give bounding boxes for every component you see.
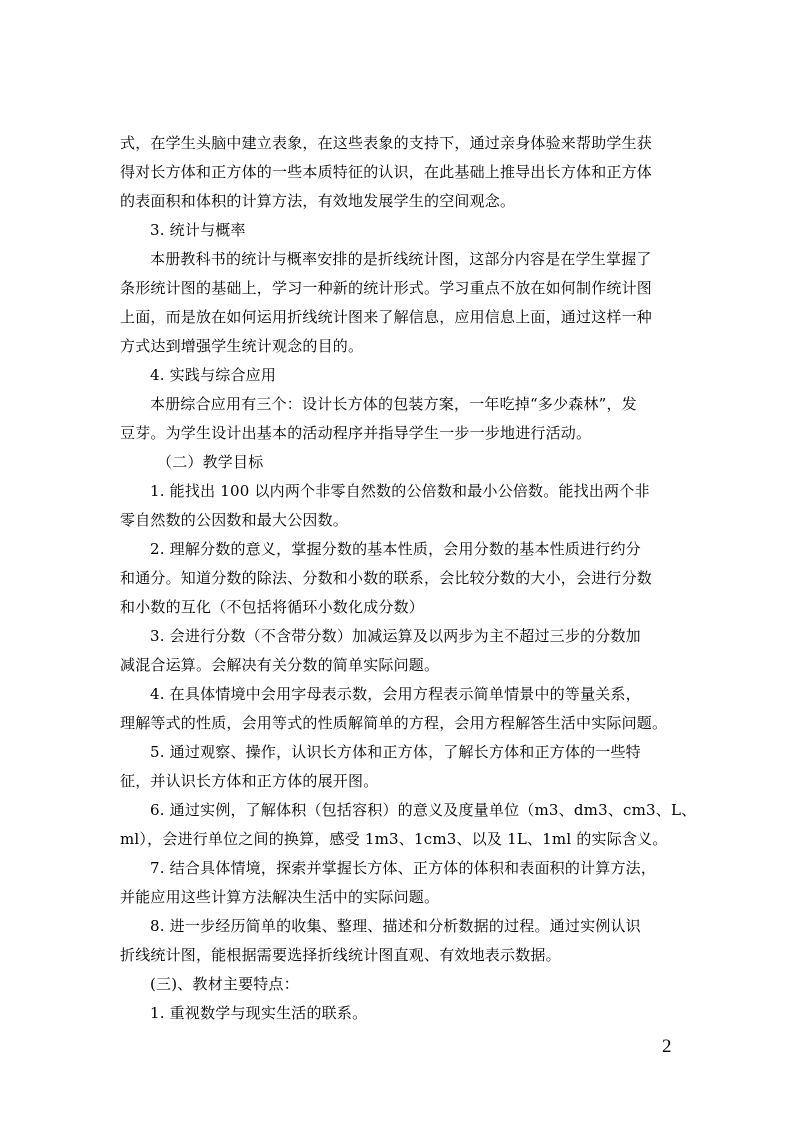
- paragraph-line: 上面，而是放在如何运用折线统计图来了解信息，应用信息上面，通过这样一种: [120, 308, 653, 326]
- list-item: 4. 在具体情境中会用字母表示数，会用方程表示简单情景中的等量关系，: [150, 685, 641, 703]
- paragraph-line: 式，在学生头脑中建立表象，在这些表象的支持下，通过亲身体验来帮助学生获: [120, 134, 653, 152]
- list-item: 2. 理解分数的意义，掌握分数的基本性质，会用分数的基本性质进行约分: [150, 540, 641, 558]
- paragraph-line: 减混合运算。会解决有关分数的简单实际问题。: [120, 656, 440, 674]
- page-number: 2: [662, 1036, 672, 1057]
- paragraph-line: 得对长方体和正方体的一些本质特征的认识，在此基础上推导出长方体和正方体: [120, 163, 653, 181]
- paragraph-line: 征，并认识长方体和正方体的展开图。: [120, 772, 379, 790]
- paragraph-line: 和小数的互化（不包括将循环小数化成分数）: [120, 598, 425, 616]
- list-item: 1. 重视数学与现实生活的联系。: [150, 1004, 368, 1022]
- list-item: 8. 进一步经历简单的收集、整理、描述和分析数据的过程。通过实例认识: [150, 917, 641, 935]
- list-item: 1. 能找出 100 以内两个非零自然数的公倍数和最小公倍数。能找出两个非: [150, 482, 650, 500]
- list-item: 5. 通过观察、操作，认识长方体和正方体，了解长方体和正方体的一些特: [150, 743, 641, 761]
- paragraph-line: 零自然数的公因数和最大公因数。: [120, 511, 349, 529]
- paragraph-line: ml），会进行单位之间的换算，感受 1m3、1cm3、以及 1L、1ml 的实际含义。: [120, 830, 668, 848]
- paragraph-line: 条形统计图的基础上，学习一种新的统计形式。学习重点不放在如何制作统计图: [120, 279, 653, 297]
- paragraph-line: 本册综合应用有三个：设计长方体的包装方案，一年吃掉“多少森林”，发: [150, 395, 637, 413]
- list-item: 6. 通过实例，了解体积（包括容积）的意义及度量单位（m3、dm3、cm3、L、: [150, 801, 697, 819]
- list-item: 3. 会进行分数（不含带分数）加减运算及以两步为主不超过三步的分数加: [150, 627, 641, 645]
- paragraph-line: 和通分。知道分数的除法、分数和小数的联系，会比较分数的大小，会进行分数: [120, 569, 653, 587]
- paragraph-line: 并能应用这些计算方法解决生活中的实际问题。: [120, 888, 440, 906]
- section-heading: （二）教学目标: [157, 453, 264, 471]
- section-heading: 4. 实践与综合应用: [150, 366, 277, 384]
- paragraph-line: 方式达到增强学生统计观念的目的。: [120, 337, 364, 355]
- paragraph-line: 折线统计图，能根据需要选择折线统计图直观、有效地表示数据。: [120, 946, 561, 964]
- paragraph-line: 理解等式的性质，会用等式的性质解简单的方程，会用方程解答生活中实际问题。: [120, 714, 668, 732]
- paragraph-line: 的表面积和体积的计算方法，有效地发展学生的空间观念。: [120, 192, 516, 210]
- list-item: 7. 结合具体情境，探索并掌握长方体、正方体的体积和表面积的计算方法，: [150, 859, 657, 877]
- paragraph-line: 豆芽。为学生设计出基本的活动程序并指导学生一步一步地进行活动。: [120, 424, 592, 442]
- section-heading: 3. 统计与概率: [150, 221, 246, 239]
- section-heading: (三)、教材主要特点：: [150, 975, 299, 993]
- paragraph-line: 本册教科书的统计与概率安排的是折线统计图，这部分内容是在学生掌握了: [150, 250, 652, 268]
